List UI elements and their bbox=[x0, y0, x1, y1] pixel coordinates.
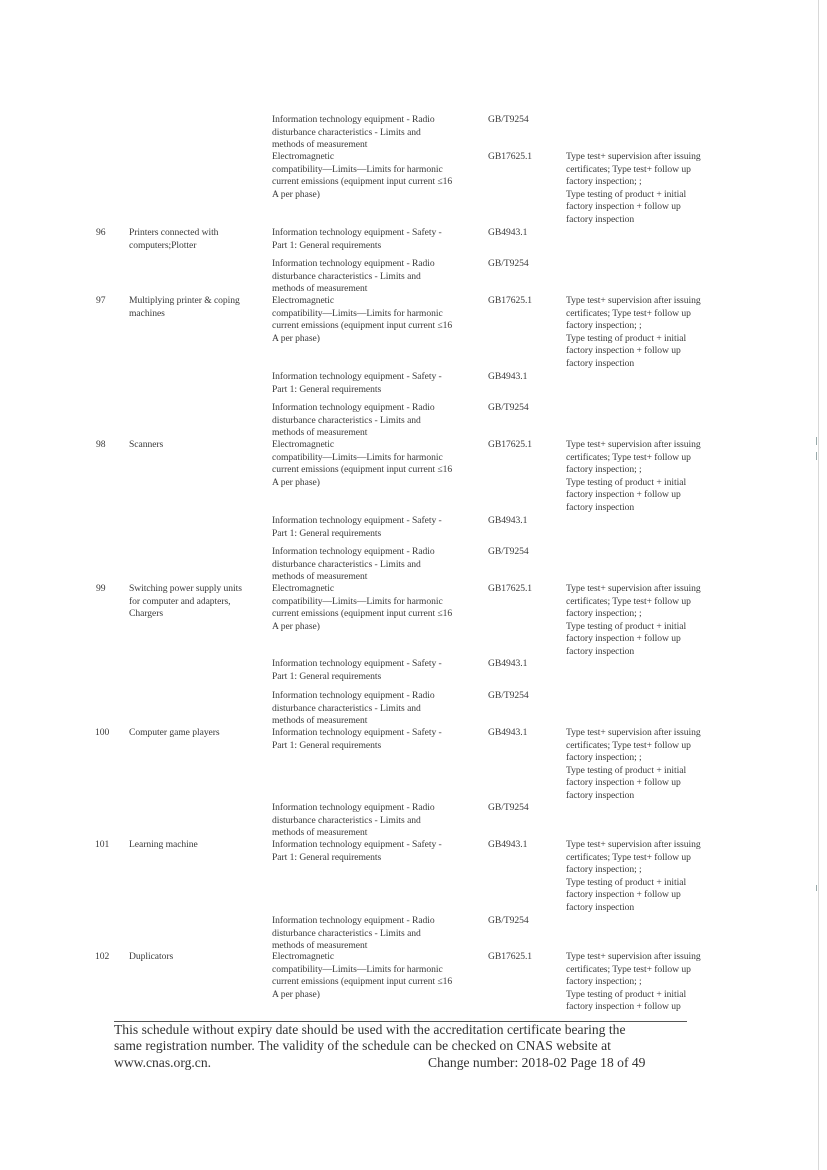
implementation-rule: factory inspection; ; bbox=[566, 608, 642, 619]
standard-title: methods of measurement bbox=[272, 283, 368, 294]
implementation-rule: certificates; Type test+ follow up bbox=[566, 163, 691, 175]
implementation-rule: Type test+ supervision after issuing bbox=[566, 727, 701, 738]
implementation-rule: factory inspection bbox=[566, 789, 635, 801]
standard-title: Part 1: General requirements bbox=[272, 239, 382, 251]
implementation-rule: Type testing of product + initial bbox=[566, 332, 687, 344]
standard-title: Part 1: General requirements bbox=[272, 527, 382, 539]
implementation-rule: Type testing of product + initial bbox=[566, 620, 687, 632]
implementation-rule: factory inspection + follow up bbox=[566, 201, 681, 212]
item-number: 96 bbox=[96, 227, 106, 238]
standard-title: Information technology equipment - Radio bbox=[272, 546, 435, 557]
standard-title: compatibility—Limits—Limits for harmonic bbox=[272, 963, 443, 975]
standard-title: disturbance characteristics - Limits and bbox=[272, 814, 421, 826]
standard-title: Information technology equipment - Safety - bbox=[272, 658, 442, 669]
implementation-rule: certificates; Type test+ follow up bbox=[566, 963, 691, 975]
product-name: Duplicators bbox=[129, 951, 174, 962]
implementation-rule: factory inspection + follow up bbox=[566, 889, 681, 900]
product-name: Switching power supply units bbox=[129, 583, 242, 594]
standard-title: current emissions (equipment input current ≤16 bbox=[272, 320, 453, 331]
standard-title: compatibility—Limits—Limits for harmonic bbox=[272, 451, 443, 463]
product-name: machines bbox=[129, 307, 165, 319]
implementation-rule: factory inspection; ; bbox=[566, 464, 642, 475]
implementation-rule: Type test+ supervision after issuing bbox=[566, 583, 701, 594]
standard-number: GB/T9254 bbox=[488, 258, 529, 269]
standard-title: Information technology equipment - Radio bbox=[272, 114, 435, 125]
standard-title: current emissions (equipment input current ≤16 bbox=[272, 608, 453, 619]
implementation-rule: Type testing of product + initial bbox=[566, 476, 687, 488]
standard-number: GB17625.1 bbox=[488, 951, 533, 962]
item-number: 102 bbox=[95, 951, 110, 962]
implementation-rule: certificates; Type test+ follow up bbox=[566, 851, 691, 863]
standard-number: GB4943.1 bbox=[488, 371, 528, 382]
standard-title: Information technology equipment - Radio bbox=[272, 690, 435, 701]
standard-title: compatibility—Limits—Limits for harmonic bbox=[272, 595, 443, 607]
footer-line-2: same registration number. The validity of the schedule can be checked on CNAS website at bbox=[114, 1038, 611, 1054]
scan-mark bbox=[816, 437, 817, 445]
implementation-rule: factory inspection + follow up bbox=[566, 489, 681, 500]
implementation-rule: Type test+ supervision after issuing bbox=[566, 151, 701, 162]
standard-title: A per phase) bbox=[272, 188, 320, 200]
standard-title: Information technology equipment - Radio bbox=[272, 915, 435, 926]
standard-title: Information technology equipment - Radio bbox=[272, 258, 435, 269]
standard-title: methods of measurement bbox=[272, 715, 368, 726]
standard-title: methods of measurement bbox=[272, 940, 368, 951]
standard-title: disturbance characteristics - Limits and bbox=[272, 702, 421, 714]
implementation-rule: Type testing of product + initial bbox=[566, 988, 687, 1000]
standard-title: disturbance characteristics - Limits and bbox=[272, 414, 421, 426]
footer-change-number: Change number: 2018-02 Page 18 of 49 bbox=[428, 1054, 646, 1070]
standard-title: current emissions (equipment input current ≤16 bbox=[272, 976, 453, 987]
standard-number: GB17625.1 bbox=[488, 439, 533, 450]
implementation-rule: Type test+ supervision after issuing bbox=[566, 295, 701, 306]
item-number: 101 bbox=[95, 839, 110, 850]
standard-title: disturbance characteristics - Limits and bbox=[272, 270, 421, 282]
standard-number: GB/T9254 bbox=[488, 690, 529, 701]
implementation-rule: Type testing of product + initial bbox=[566, 188, 687, 200]
standard-title: Part 1: General requirements bbox=[272, 383, 382, 395]
implementation-rule: factory inspection bbox=[566, 357, 635, 369]
standard-number: GB4943.1 bbox=[488, 515, 528, 526]
standard-title: Electromagnetic bbox=[272, 151, 335, 162]
standard-title: Information technology equipment - Safety - bbox=[272, 371, 442, 382]
implementation-rule: certificates; Type test+ follow up bbox=[566, 451, 691, 463]
product-name: Learning machine bbox=[129, 839, 198, 850]
item-number: 98 bbox=[96, 439, 106, 450]
standard-title: Information technology equipment - Radio bbox=[272, 802, 435, 813]
standard-number: GB/T9254 bbox=[488, 546, 529, 557]
standard-title: compatibility—Limits—Limits for harmonic bbox=[272, 307, 443, 319]
implementation-rule: factory inspection bbox=[566, 645, 635, 657]
implementation-rule: Type testing of product + initial bbox=[566, 764, 687, 776]
standard-number: GB17625.1 bbox=[488, 583, 533, 594]
standard-title: Part 1: General requirements bbox=[272, 739, 382, 751]
standard-number: GB4943.1 bbox=[488, 839, 528, 850]
standard-title: Part 1: General requirements bbox=[272, 851, 382, 863]
implementation-rule: Type test+ supervision after issuing bbox=[566, 439, 701, 450]
implementation-rule: certificates; Type test+ follow up bbox=[566, 595, 691, 607]
standard-title: current emissions (equipment input current ≤16 bbox=[272, 176, 453, 187]
standard-number: GB4943.1 bbox=[488, 658, 528, 669]
implementation-rule: factory inspection bbox=[566, 213, 635, 225]
standard-title: methods of measurement bbox=[272, 427, 368, 438]
standard-number: GB/T9254 bbox=[488, 802, 529, 813]
implementation-rule: factory inspection + follow up bbox=[566, 633, 681, 644]
implementation-rule: factory inspection; ; bbox=[566, 976, 642, 987]
scan-mark bbox=[816, 452, 817, 460]
product-name: Computer game players bbox=[129, 727, 220, 738]
standard-title: Electromagnetic bbox=[272, 583, 335, 594]
implementation-rule: factory inspection; ; bbox=[566, 864, 642, 875]
standard-number: GB4943.1 bbox=[488, 727, 528, 738]
footer-line-1: This schedule without expiry date should be used with the accreditation certificate bearing the bbox=[114, 1022, 626, 1037]
scan-edge-line bbox=[818, 0, 819, 1170]
standard-title: current emissions (equipment input current ≤16 bbox=[272, 464, 453, 475]
implementation-rule: factory inspection + follow up bbox=[566, 1001, 681, 1012]
product-name: Multiplying printer & coping bbox=[129, 295, 240, 306]
standard-title: Information technology equipment - Safety - bbox=[272, 727, 442, 738]
implementation-rule: factory inspection; ; bbox=[566, 320, 642, 331]
standard-title: A per phase) bbox=[272, 988, 320, 1000]
standard-title: Information technology equipment - Safety - bbox=[272, 839, 442, 850]
implementation-rule: factory inspection + follow up bbox=[566, 777, 681, 788]
standard-title: Electromagnetic bbox=[272, 951, 335, 962]
standard-title: methods of measurement bbox=[272, 139, 368, 150]
implementation-rule: certificates; Type test+ follow up bbox=[566, 307, 691, 319]
product-name: Printers connected with bbox=[129, 227, 219, 238]
item-number: 99 bbox=[96, 583, 106, 594]
standard-title: disturbance characteristics - Limits and bbox=[272, 927, 421, 939]
footer-website: www.cnas.org.cn. bbox=[114, 1054, 212, 1070]
implementation-rule: factory inspection; ; bbox=[566, 752, 642, 763]
standard-title: A per phase) bbox=[272, 332, 320, 344]
standard-title: Electromagnetic bbox=[272, 439, 335, 450]
implementation-rule: factory inspection bbox=[566, 501, 635, 513]
item-number: 97 bbox=[96, 295, 106, 306]
product-name: for computer and adapters, bbox=[129, 595, 231, 607]
standard-number: GB/T9254 bbox=[488, 915, 529, 926]
standard-title: methods of measurement bbox=[272, 827, 368, 838]
standard-title: A per phase) bbox=[272, 476, 320, 488]
standard-title: Information technology equipment - Safety - bbox=[272, 227, 442, 238]
standard-title: Part 1: General requirements bbox=[272, 670, 382, 682]
standard-title: disturbance characteristics - Limits and bbox=[272, 126, 421, 138]
standard-title: disturbance characteristics - Limits and bbox=[272, 558, 421, 570]
implementation-rule: factory inspection + follow up bbox=[566, 345, 681, 356]
product-name: Chargers bbox=[129, 608, 164, 619]
standard-title: methods of measurement bbox=[272, 571, 368, 582]
implementation-rule: Type test+ supervision after issuing bbox=[566, 951, 701, 962]
implementation-rule: certificates; Type test+ follow up bbox=[566, 739, 691, 751]
implementation-rule: Type testing of product + initial bbox=[566, 876, 687, 888]
standard-title: Electromagnetic bbox=[272, 295, 335, 306]
standard-number: GB4943.1 bbox=[488, 227, 528, 238]
implementation-rule: Type test+ supervision after issuing bbox=[566, 839, 701, 850]
standard-title: Information technology equipment - Safety - bbox=[272, 515, 442, 526]
standard-number: GB/T9254 bbox=[488, 114, 529, 125]
implementation-rule: factory inspection bbox=[566, 901, 635, 913]
standard-number: GB17625.1 bbox=[488, 151, 533, 162]
implementation-rule: factory inspection; ; bbox=[566, 176, 642, 187]
scan-mark bbox=[816, 885, 817, 891]
standard-title: Information technology equipment - Radio bbox=[272, 402, 435, 413]
standard-number: GB/T9254 bbox=[488, 402, 529, 413]
item-number: 100 bbox=[95, 727, 110, 738]
product-name: Scanners bbox=[129, 439, 164, 450]
standard-title: A per phase) bbox=[272, 620, 320, 632]
product-name: computers;Plotter bbox=[129, 239, 197, 251]
standard-number: GB17625.1 bbox=[488, 295, 533, 306]
standard-title: compatibility—Limits—Limits for harmonic bbox=[272, 163, 443, 175]
page-footer bbox=[114, 1022, 674, 1072]
